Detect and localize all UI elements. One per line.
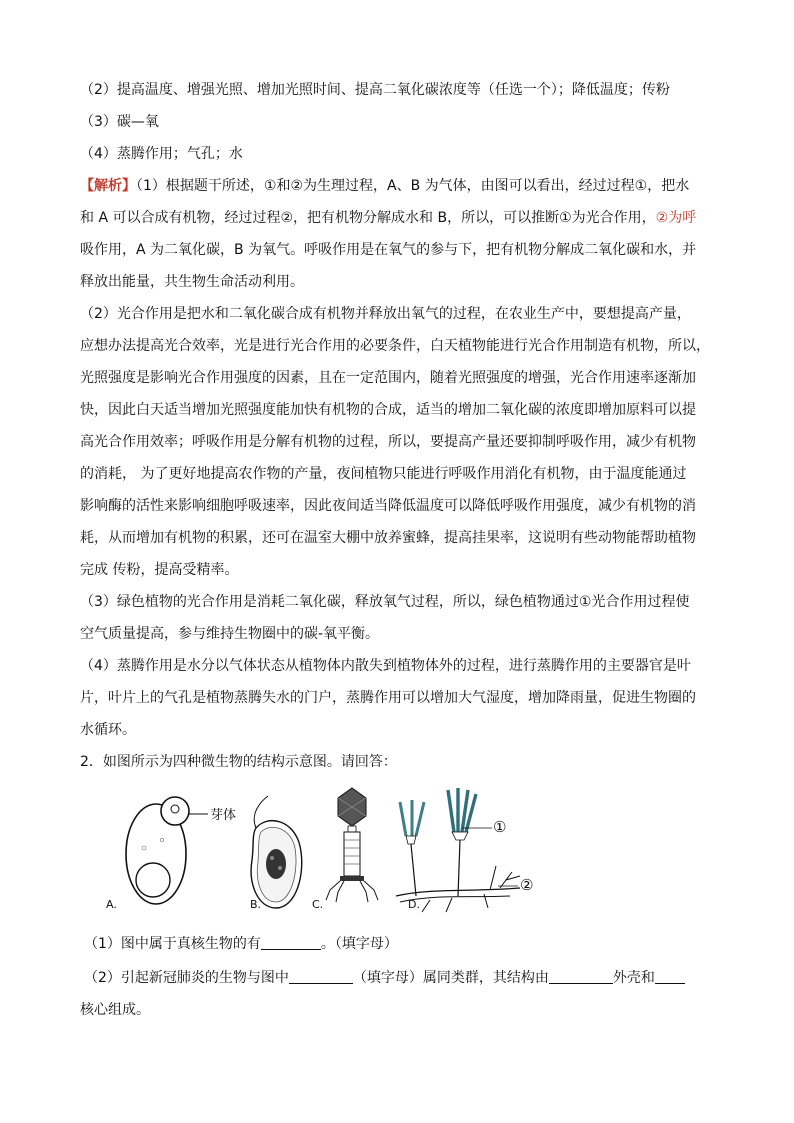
analysis-text: 和 A 可以合成有机物，经过过程②，把有机物分解成水和 B，所以，可以推断①为光合作用， bbox=[80, 210, 656, 226]
analysis-p2-line8: 耗，从而增加有机物的积累，还可在温室大棚中放养蜜蜂，提高挂果率，这说明有些动物能帮助植物 bbox=[80, 530, 696, 546]
bacteriophage-icon bbox=[326, 788, 378, 902]
answer-3: （3）碳—氧 bbox=[80, 114, 159, 130]
analysis-p1-line2 bbox=[80, 208, 696, 228]
answer-blank[interactable] bbox=[289, 969, 353, 984]
analysis-highlight: ②为呼 bbox=[655, 210, 697, 226]
analysis-p2-line6: 的消耗， 为了更好地提高农作物的产量，夜间植物只能进行呼吸作用消化有机物，由于温度能通过 bbox=[80, 466, 687, 482]
figure-label-b: B. bbox=[250, 898, 262, 911]
analysis-p4-line2: 片，叶片上的气孔是植物蒸腾失水的门户，蒸腾作用可以增加大气湿度，增加降雨量，促进生物圈的 bbox=[80, 690, 696, 706]
analysis-p2-line7: 影响酶的活性来影响细胞呼吸速率，因此夜间适当降低温度可以降低呼吸作用强度，减少有机物的消 bbox=[80, 498, 696, 514]
figure-label-c: C. bbox=[312, 898, 324, 911]
question-stem: 2．如图所示为四种微生物的结构示意图。请回答： bbox=[80, 754, 397, 770]
subquestion-2 bbox=[84, 968, 685, 988]
subquestion-1-hint: 。（填字母） bbox=[320, 936, 398, 952]
answer-blank[interactable] bbox=[261, 935, 321, 950]
subquestion-2-cont: 核心组成。 bbox=[80, 1002, 150, 1018]
figure-label-a: A. bbox=[106, 898, 117, 911]
analysis-p2-line2: 应想办法提高光合效率，光是进行光合作用的必要条件，白天植物能进行光合作用制造有机物，所以， bbox=[80, 338, 710, 354]
analysis-p1-line4: 释放出能量，共生物生命活动利用。 bbox=[80, 274, 304, 290]
answer-blank[interactable] bbox=[549, 969, 613, 984]
subquestion-2-hint: （填字母）属同类群，其结构由 bbox=[352, 970, 549, 986]
subquestion-2-text-b: 外壳和 bbox=[612, 970, 655, 986]
marker-2: ② bbox=[520, 876, 534, 894]
analysis-text: （1）根据题干所述，①和②为生理过程，A、B 为气体，由图可以看出，经过过程①，把水 bbox=[136, 178, 690, 194]
answer-2: （2）提高温度、增强光照、增加光照时间、提高二氧化碳浓度等（任选一个）；降低温度；传粉 bbox=[80, 82, 670, 98]
analysis-tag: 【解析】 bbox=[80, 178, 136, 194]
analysis-p2-line9: 完成 传粉，提高受精率。 bbox=[80, 562, 239, 578]
subquestion-1 bbox=[84, 934, 398, 954]
subquestion-2-text: （2）引起新冠肺炎的生物与图中 bbox=[84, 970, 289, 986]
analysis-p4-line1: （4）蒸腾作用是水分以气体状态从植物体内散失到植物体外的过程，进行蒸腾作用的主要器官是叶 bbox=[80, 658, 691, 674]
analysis-p2-line3: 光照强度是影响光合作用强度的因素，且在一定范围内，随着光照强度的增强，光合作用速率逐渐加 bbox=[80, 370, 696, 386]
bacterium-icon bbox=[251, 796, 302, 908]
analysis-p3-line2: 空气质量提高，参与维持生物圈中的碳-氧平衡。 bbox=[80, 626, 380, 642]
analysis-p2-line1: （2）光合作用是把水和二氧化碳合成有机物并释放出氧气的过程，在农业生产中，要想提高产量， bbox=[80, 306, 691, 322]
marker-1: ① bbox=[493, 818, 507, 836]
answer-4: （4）蒸腾作用；气孔；水 bbox=[80, 146, 243, 162]
yeast-cell-icon bbox=[126, 797, 208, 904]
figure-label-d: D. bbox=[408, 898, 420, 911]
answer-blank[interactable] bbox=[655, 969, 685, 984]
analysis-p3-line1: （3）绿色植物的光合作用是消耗二氧化碳，释放氧气过程，所以，绿色植物通过①光合作用过程使 bbox=[80, 594, 690, 610]
subquestion-1-text: （1）图中属于真核生物的有 bbox=[84, 936, 261, 952]
analysis-p2-line4: 快，因此白天适当增加光照强度能加快有机物的合成，适当的增加二氧化碳的浓度即增加原料可以提 bbox=[80, 402, 696, 418]
microbe-figure bbox=[100, 784, 560, 916]
mold-fungus-icon bbox=[396, 788, 520, 912]
bud-label: 芽体 bbox=[210, 808, 237, 823]
analysis-p4-line3: 水循环。 bbox=[80, 722, 136, 738]
analysis-p1-line3: 吸作用，A 为二氧化碳，B 为氧气。呼吸作用是在氧气的参与下，把有机物分解成二氧化碳和水，并 bbox=[80, 242, 697, 258]
analysis-p2-line5: 高光合作用效率；呼吸作用是分解有机物的过程，所以，要提高产量还要抑制呼吸作用，减少有机物 bbox=[80, 434, 696, 450]
analysis-p1-line1 bbox=[80, 176, 689, 196]
